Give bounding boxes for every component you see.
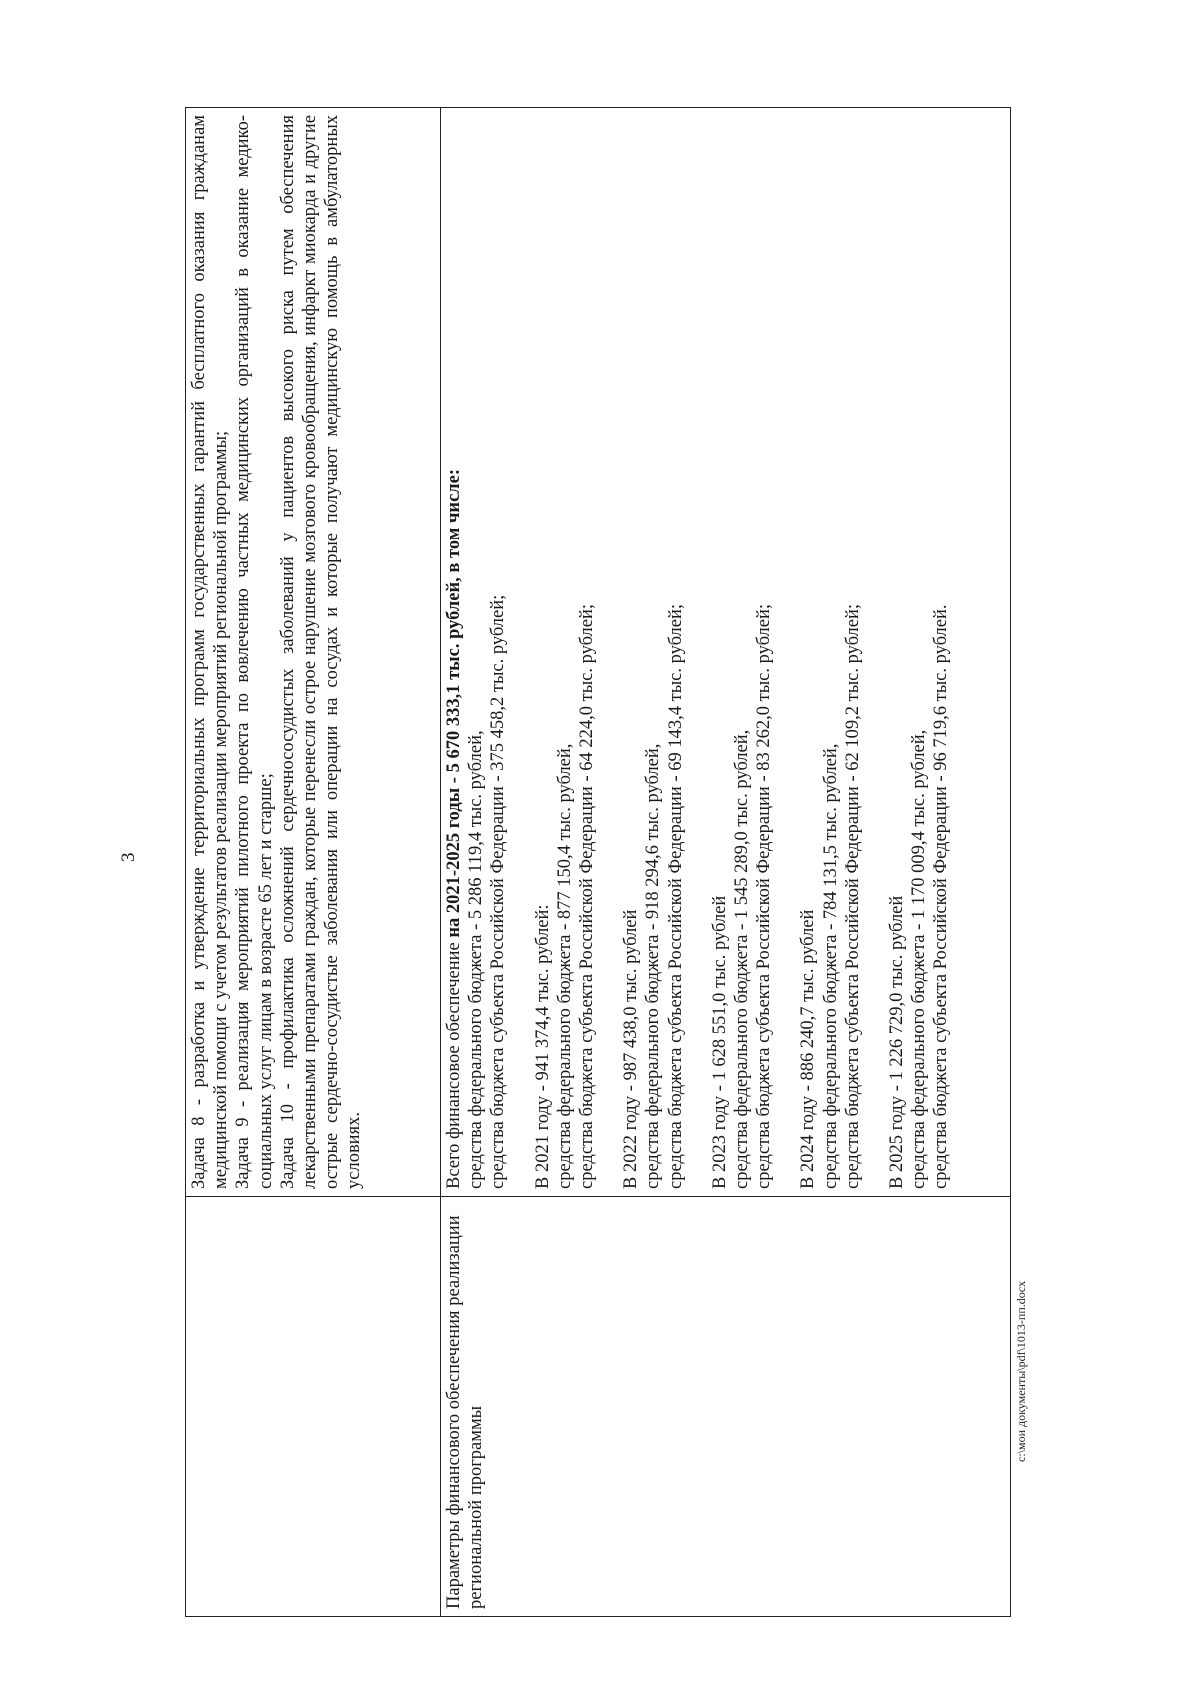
- row1-content-cell: [186, 108, 441, 1196]
- year-2023-head: В 2023 году - 1 628 551,0 тыс. рублей: [709, 895, 730, 1189]
- passport-table: [185, 107, 1011, 1617]
- year-2022-regional: средства бюджета субъекта Российской Федерации - 69 143,4 тыс. рублей;: [665, 603, 686, 1189]
- year-2022-federal: средства федерального бюджета - 918 294,6 тыс. рублей,: [643, 743, 664, 1189]
- row1-label-cell: [186, 1196, 441, 1616]
- year-2025-regional: средства бюджета субъекта Российской Федерации - 96 719,6 тыс. рублей.: [931, 604, 952, 1189]
- year-2023-regional: средства бюджета субъекта Российской Федерации - 83 262,0 тыс. рублей;: [754, 603, 775, 1189]
- total-financing-amount: на 2021-2025 годы - 5 670 333,1 тыс. рублей, в том числе:: [444, 468, 464, 938]
- year-2025-head: В 2025 году - 1 226 729,0 тыс. рублей: [887, 895, 908, 1189]
- financing-content-cell: [441, 108, 1010, 1196]
- year-2024-head: В 2024 году - 886 240,7 тыс. рублей: [798, 909, 819, 1189]
- year-2021-regional: средства бюджета субъекта Российской Федерации - 64 224,0 тыс. рублей;: [577, 603, 598, 1189]
- total-federal-line: средства федерального бюджета - 5 286 119,4 тыс. рублей,: [466, 730, 487, 1189]
- financing-label-cell: [441, 1196, 1010, 1616]
- year-2024-federal: средства федерального бюджета - 784 131,5 тыс. рублей,: [820, 743, 841, 1189]
- task-8-paragraph: Задача 8 - разработка и утверждение территориальных программ государственных гарантий бесплатного оказания гражданам медицинской помощи с учетом результатов реализации мероприятий региональной программы;: [189, 115, 232, 1189]
- year-2023-federal: средства федерального бюджета - 1 545 289,0 тыс. рублей,: [732, 729, 753, 1189]
- year-2024-regional: средства бюджета субъекта Российской Федерации - 62 109,2 тыс. рублей;: [842, 603, 863, 1189]
- year-2022-head: В 2022 году - 987 438,0 тыс. рублей: [621, 909, 642, 1189]
- task-9-paragraph: Задача 9 - реализация мероприятий пилотного проекта по вовлечению частных медицинских организаций в оказание медико-социальных услуг лицам в возрасте 65 лет и старше;: [233, 115, 276, 1189]
- year-2021-head: В 2021 году - 941 374,4 тыс. рублей:: [532, 904, 553, 1189]
- year-2025-federal: средства федерального бюджета - 1 170 009,4 тыс. рублей,: [909, 729, 930, 1189]
- landscape-page: [185, 107, 1185, 1617]
- financing-label: Параметры финансового обеспечения реализации региональной программы: [444, 1215, 487, 1609]
- task-10-paragraph: Задача 10 - профилактика осложнений сердечнососудистых заболеваний у пациентов высокого риска путем обеспечения лекарственными препаратами граждан, которые перенесли острое нарушение мозгового кровообращения, инфаркт миокарда и другие острые сердечно-сосудистые заболевания или операции на сосудах и которые получают медицинскую помощь в амбулаторных условиях.: [277, 115, 365, 1189]
- year-2021-federal: средства федерального бюджета - 877 150,4 тыс. рублей,: [554, 743, 575, 1189]
- total-regional-line: средства бюджета субъекта Российской Федерации - 375 458,2 тыс. рублей;: [488, 594, 509, 1189]
- page-number: 3: [118, 852, 139, 862]
- footer-file-path: c:\мои документы\pdf\1013-пп.docx: [1014, 1280, 1028, 1462]
- total-financing-line: Всего финансовое обеспечение на 2021-2025 годы - 5 670 333,1 тыс. рублей, в том числе:: [444, 468, 464, 1189]
